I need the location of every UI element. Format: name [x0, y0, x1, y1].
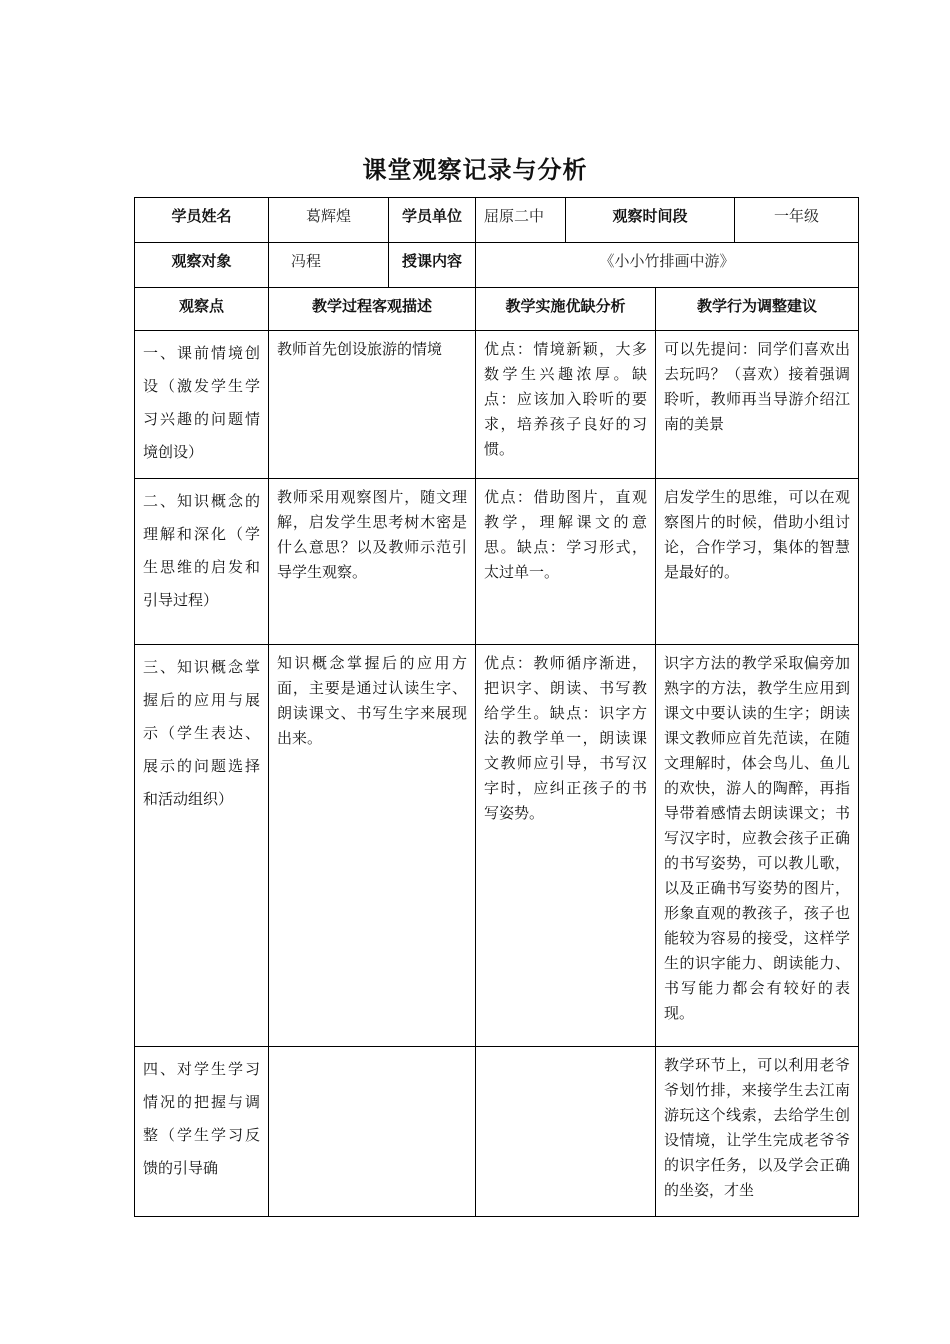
observation-point: 二、知识概念的理解和深化（学生思维的启发和引导过程）	[135, 479, 269, 645]
period-value: 一年级	[735, 198, 859, 243]
objective-description: 教师采用观察图片，随文理解，启发学生思考树木密是什么意思？以及教师示范引导学生观察。	[269, 479, 476, 645]
target-value: 冯程	[269, 243, 389, 288]
observation-table	[134, 197, 859, 1217]
objective-description	[269, 1047, 476, 1217]
column-header-row	[135, 288, 859, 331]
observation-point: 四、对学生学习情况的把握与调整（学生学习反馈的引导确	[135, 1047, 269, 1217]
table-row	[135, 1047, 859, 1217]
column-header-suggestion: 教学行为调整建议	[656, 288, 859, 331]
objective-description: 知识概念掌握后的应用方面，主要是通过认读生字、朗读课文、书写生字来展现出来。	[269, 645, 476, 1047]
column-header-point: 观察点	[135, 288, 269, 331]
adjustment-suggestion: 启发学生的思维，可以在观察图片的时候，借助小组讨论，合作学习，集体的智慧是最好的。	[656, 479, 859, 645]
content-label: 授课内容	[389, 243, 476, 288]
student-unit-label: 学员单位	[389, 198, 476, 243]
table-row	[135, 479, 859, 645]
pros-cons-analysis: 优点：情境新颖，大多数学生兴趣浓厚。缺点：应该加入聆听的要求，培养孩子良好的习惯。	[476, 331, 656, 479]
content-value: 《小小竹排画中游》	[476, 243, 859, 288]
pros-cons-analysis	[476, 1047, 656, 1217]
page-title: 课堂观察记录与分析	[362, 156, 588, 184]
adjustment-suggestion: 教学环节上，可以利用老爷爷划竹排，来接学生去江南游玩这个线索，去给学生创设情境，让学生完成老爷爷的识字任务，以及学会正确的坐姿，才坐	[656, 1047, 859, 1217]
column-header-analysis: 教学实施优缺分析	[476, 288, 656, 331]
adjustment-suggestion: 可以先提问：同学们喜欢出去玩吗？（喜欢）接着强调聆听，教师再当导游介绍江南的美景	[656, 331, 859, 479]
info-row-1	[135, 198, 859, 243]
pros-cons-analysis: 优点：教师循序渐进，把识字、朗读、书写教给学生。缺点：识字方法的教学单一，朗读课文教师应引导，书写汉字时，应纠正孩子的书写姿势。	[476, 645, 656, 1047]
adjustment-suggestion: 识字方法的教学采取偏旁加熟字的方法，教学生应用到课文中要认读的生字；朗读课文教师应首先范读，在随文理解时，体会鸟儿、鱼儿的欢快，游人的陶醉，再指导带着感情去朗读课文；书写汉字时，应教会孩子正确的书写姿势，可以教儿歌，以及正确书写姿势的图片，形象直观的教孩子，孩子也能较为容易的接受，这样学生的识字能力、朗读能力、书写能力都会有较好的表现。	[656, 645, 859, 1047]
table-row	[135, 331, 859, 479]
student-name-value: 葛辉煌	[269, 198, 389, 243]
target-label: 观察对象	[135, 243, 269, 288]
observation-point: 三、知识概念掌握后的应用与展示（学生表达、展示的问题选择和活动组织）	[135, 645, 269, 1047]
info-row-2	[135, 243, 859, 288]
student-name-label: 学员姓名	[135, 198, 269, 243]
column-header-description: 教学过程客观描述	[269, 288, 476, 331]
period-label: 观察时间段	[566, 198, 735, 243]
pros-cons-analysis: 优点：借助图片，直观教学，理解课文的意思。缺点：学习形式，太过单一。	[476, 479, 656, 645]
table-row	[135, 645, 859, 1047]
observation-point: 一、课前情境创设（激发学生学习兴趣的问题情境创设）	[135, 331, 269, 479]
objective-description: 教师首先创设旅游的情境	[269, 331, 476, 479]
student-unit-value: 屈原二中	[476, 198, 566, 243]
